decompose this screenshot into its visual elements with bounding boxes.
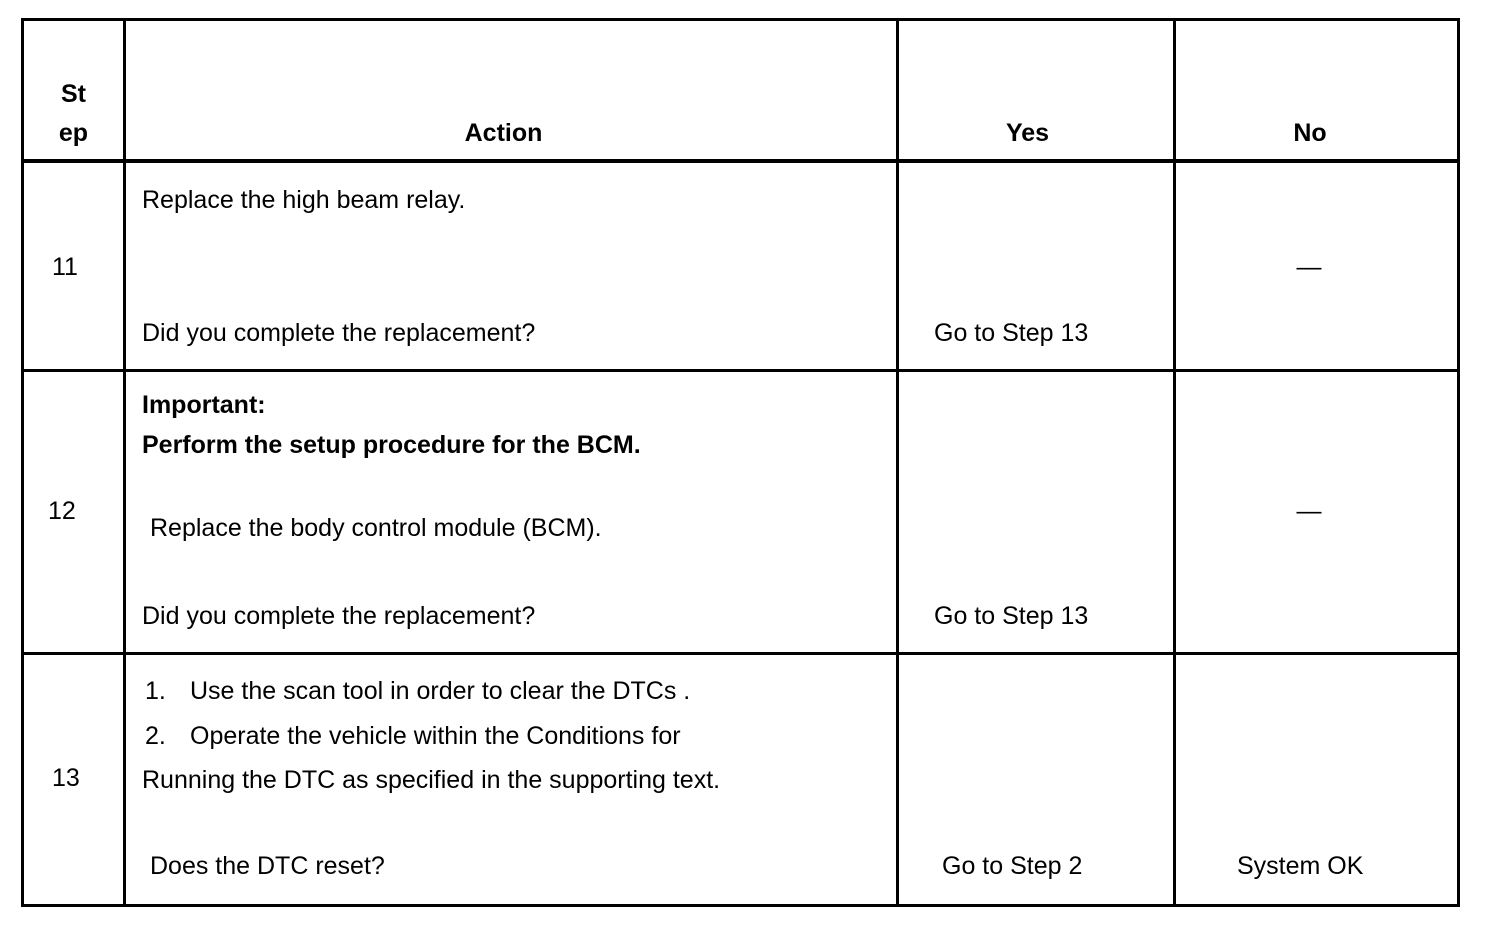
action-question: Did you complete the replacement? — [142, 602, 536, 630]
header-yes: Yes — [1005, 119, 1050, 147]
row-divider — [21, 652, 1460, 655]
header-step-line1: St — [61, 80, 86, 108]
list-item-number: 1. — [145, 677, 166, 705]
list-item-text: Use the scan tool in order to clear the DTCs . — [190, 677, 691, 705]
row-divider — [21, 369, 1460, 372]
list-item-text: Operate the vehicle within the Conditions for — [190, 722, 681, 750]
important-text: Perform the setup procedure for the BCM. — [142, 431, 641, 459]
step-number: 11 — [52, 253, 78, 281]
list-item-continuation: Running the DTC as specified in the supporting text. — [142, 766, 721, 794]
yes-result: Go to Step 2 — [942, 852, 1083, 880]
yes-result: Go to Step 13 — [934, 602, 1089, 630]
no-result: — — [1296, 497, 1322, 525]
no-result: — — [1296, 253, 1322, 281]
list-item-number: 2. — [145, 722, 166, 750]
action-question: Does the DTC reset? — [150, 852, 385, 880]
header-step-line2: ep — [58, 119, 89, 147]
header-no: No — [1293, 119, 1327, 147]
no-result: System OK — [1237, 852, 1364, 880]
yes-result: Go to Step 13 — [934, 319, 1089, 347]
header-action: Action — [464, 119, 543, 147]
step-number: 12 — [48, 497, 76, 525]
header-divider — [21, 159, 1460, 163]
action-question: Did you complete the replacement? — [142, 319, 536, 347]
column-divider — [896, 18, 899, 907]
action-text: Replace the body control module (BCM). — [150, 514, 602, 542]
column-divider — [1173, 18, 1176, 907]
action-text: Replace the high beam relay. — [142, 186, 466, 214]
step-number: 13 — [52, 764, 80, 792]
important-label: Important: — [142, 391, 266, 419]
column-divider — [123, 18, 126, 907]
